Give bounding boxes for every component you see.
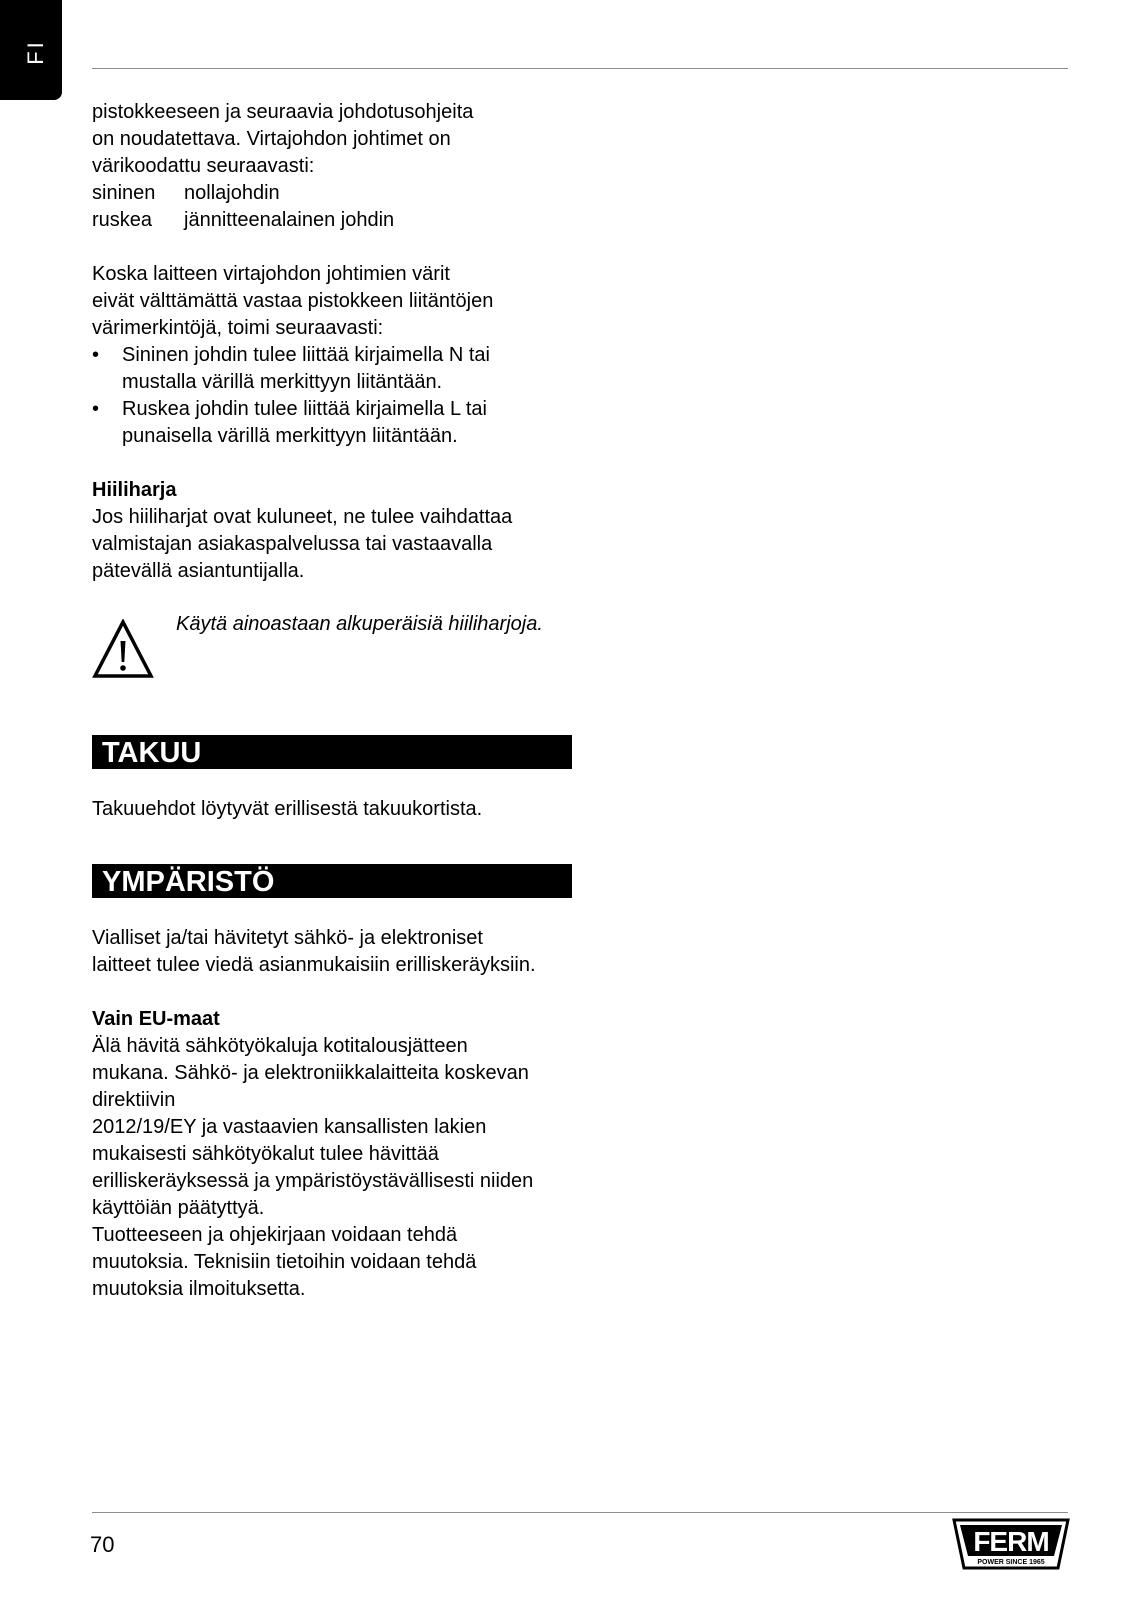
eu-line: käyttöiän päätyttyä. <box>92 1197 265 1219</box>
environment-section-title: YMPÄRISTÖ <box>92 864 572 898</box>
brush-line: Jos hiiliharjat ovat kuluneet, ne tulee vaihdattaa <box>92 506 513 528</box>
warning-text: Käytä ainoastaan alkuperäisiä hiiliharjoja. <box>176 613 543 635</box>
eu-line: mukaisesti sähkötyökalut tulee hävittää <box>92 1143 439 1165</box>
footer-rule <box>92 1512 1068 1513</box>
eu-line: Älä hävitä sähkötyökaluja kotitalousjätteen <box>92 1035 468 1057</box>
svg-text:POWER SINCE 1965: POWER SINCE 1965 <box>977 1559 1045 1566</box>
eu-line: Tuotteeseen ja ohjekirjaan voidaan tehdä <box>92 1224 458 1246</box>
language-tab-label: FI <box>23 39 48 65</box>
bullet-line: • Sininen johdin tulee liittää kirjaimella N tai <box>122 344 490 366</box>
bullet-line: • Ruskea johdin tulee liittää kirjaimella L tai <box>122 398 487 420</box>
brush-heading: Hiiliharja <box>92 479 177 501</box>
wiring-line: Koska laitteen virtajohdon johtimien värit <box>92 263 450 285</box>
header-rule <box>92 68 1068 69</box>
intro-line: värikoodattu seuraavasti: <box>92 155 315 177</box>
ferm-logo <box>952 1516 1070 1576</box>
wiring-line: värimerkintöjä, toimi seuraavasti: <box>92 317 384 339</box>
eu-heading: Vain EU-maat <box>92 1008 220 1030</box>
wire-meaning: nollajohdin <box>184 182 280 204</box>
svg-text:FERM: FERM <box>973 1526 1049 1557</box>
bullet-item <box>92 396 572 450</box>
bullet-line: mustalla värillä merkittyyn liitäntään. <box>122 371 443 393</box>
content-column <box>92 99 572 1303</box>
wire-meaning: jännitteenalainen johdin <box>184 209 395 231</box>
wiring-bullet-list <box>92 342 572 450</box>
eu-line: 2012/19/EY ja vastaavien kansallisten lakien <box>92 1116 487 1138</box>
intro-line: pistokkeeseen ja seuraavia johdotusohjeita <box>92 101 474 123</box>
eu-line: mukana. Sähkö- ja elektroniikkalaitteita koskevan <box>92 1062 529 1084</box>
eu-line: direktiivin <box>92 1089 176 1111</box>
eu-line: erilliskeräyksessä ja ympäristöystävällisesti niiden <box>92 1170 534 1192</box>
warranty-section-title: TAKUU <box>92 735 572 769</box>
eu-line: muutoksia ilmoituksetta. <box>92 1278 306 1300</box>
bullet-line: punaisella värillä merkittyyn liitäntään. <box>122 425 458 447</box>
bullet-item <box>92 342 572 396</box>
language-tab <box>0 0 62 100</box>
warning-note <box>92 611 572 694</box>
wire-color: ruskea <box>92 209 153 231</box>
warning-triangle-icon <box>92 619 154 679</box>
brush-line: valmistajan asiakaspalvelussa tai vastaavalla <box>92 533 493 555</box>
intro-line: on noudatettava. Virtajohdon johtimet on <box>92 128 451 150</box>
wire-row <box>92 207 572 234</box>
environment-line: laitteet tulee viedä asianmukaisiin erilliskeräyksiin. <box>92 954 536 976</box>
page-number: 70 <box>90 1532 115 1557</box>
brush-line: pätevällä asiantuntijalla. <box>92 560 305 582</box>
warranty-text: Takuuehdot löytyvät erillisestä takuukortista. <box>92 798 483 820</box>
eu-line: muutoksia. Teknisiin tietoihin voidaan tehdä <box>92 1251 477 1273</box>
wire-row <box>92 180 572 207</box>
environment-line: Vialliset ja/tai hävitetyt sähkö- ja elektroniset <box>92 927 483 949</box>
wiring-line: eivät välttämättä vastaa pistokkeen liitäntöjen <box>92 290 494 312</box>
wire-color: sininen <box>92 182 156 204</box>
